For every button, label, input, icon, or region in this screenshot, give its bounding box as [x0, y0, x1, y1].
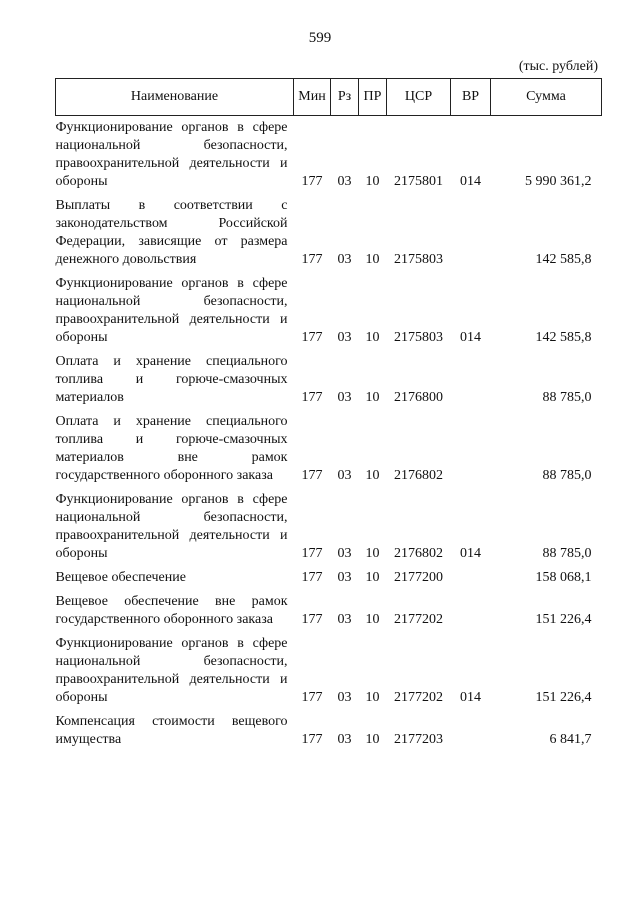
row-vr: 014 [460, 546, 481, 561]
row-min: 177 [301, 390, 323, 405]
row-name: Функционирование органов в сфере национальной безопасности, правоохранительной деятельности и обороны [55, 492, 288, 561]
units-label: (тыс. рублей) [518, 59, 598, 74]
row-rz: 03 [337, 330, 352, 345]
row-pr: 10 [365, 252, 380, 267]
row-min: 177 [301, 570, 323, 585]
row-sum: 88 785,0 [542, 390, 592, 405]
row-csr: 2175803 [394, 252, 443, 267]
row-csr: 2177202 [394, 690, 443, 705]
table-row [56, 566, 602, 590]
row-pr: 10 [365, 390, 380, 405]
row-vr [451, 710, 491, 752]
row-csr: 2176802 [394, 546, 443, 561]
row-sum: 5 990 361,2 [525, 174, 592, 189]
row-pr: 10 [365, 690, 380, 705]
row-rz: 03 [337, 570, 352, 585]
row-name: Функционирование органов в сфере национальной безопасности, правоохранительной деятельности и обороны [55, 276, 288, 345]
table-row [56, 488, 602, 566]
row-min: 177 [301, 612, 323, 627]
row-vr: 014 [460, 330, 481, 345]
row-sum: 142 585,8 [535, 252, 592, 267]
row-min: 177 [301, 330, 323, 345]
row-sum: 142 585,8 [535, 330, 592, 345]
row-min: 177 [301, 732, 323, 747]
header-pr: ПР [359, 79, 387, 116]
row-name: Выплаты в соответствии с законодательством Российской Федерации, зависящие от размера денежного довольствия [55, 198, 288, 267]
row-min: 177 [301, 252, 323, 267]
row-rz: 03 [337, 612, 352, 627]
row-rz: 03 [337, 546, 352, 561]
table-row [56, 272, 602, 350]
budget-table [55, 78, 602, 752]
row-vr: 014 [460, 174, 481, 189]
row-sum: 6 841,7 [549, 732, 592, 747]
row-name: Вещевое обеспечение [55, 570, 186, 585]
header-rz: Рз [331, 79, 359, 116]
row-vr [451, 566, 491, 590]
row-csr: 2175803 [394, 330, 443, 345]
row-name: Функционирование органов в сфере национальной безопасности, правоохранительной деятельности и обороны [55, 636, 288, 705]
table-row [56, 116, 602, 195]
row-csr: 2177200 [394, 570, 443, 585]
row-pr: 10 [365, 330, 380, 345]
table-row [56, 590, 602, 632]
row-rz: 03 [337, 690, 352, 705]
row-pr: 10 [365, 546, 380, 561]
row-name: Оплата и хранение специального топлива и горюче-смазочных материалов [55, 354, 288, 405]
page-number: 599 [308, 30, 332, 46]
row-pr: 10 [365, 612, 380, 627]
row-vr [451, 590, 491, 632]
row-csr: 2177202 [394, 612, 443, 627]
row-rz: 03 [337, 732, 352, 747]
row-min: 177 [301, 690, 323, 705]
row-pr: 10 [365, 570, 380, 585]
row-pr: 10 [365, 732, 380, 747]
table-row [56, 632, 602, 710]
row-vr [451, 350, 491, 410]
row-pr: 10 [365, 468, 380, 483]
row-vr: 014 [460, 690, 481, 705]
table-row [56, 194, 602, 272]
row-vr [451, 410, 491, 488]
table-row [56, 350, 602, 410]
table-row [56, 710, 602, 752]
header-vr: ВР [451, 79, 491, 116]
row-vr [451, 194, 491, 272]
row-min: 177 [301, 468, 323, 483]
row-sum: 151 226,4 [535, 690, 592, 705]
row-name: Вещевое обеспечение вне рамок государственного оборонного заказа [55, 594, 288, 627]
header-row [56, 79, 602, 116]
header-sum: Сумма [491, 79, 602, 116]
row-min: 177 [301, 546, 323, 561]
row-sum: 151 226,4 [535, 612, 592, 627]
row-csr: 2175801 [394, 174, 443, 189]
row-rz: 03 [337, 174, 352, 189]
row-min: 177 [301, 174, 323, 189]
header-csr: ЦСР [387, 79, 451, 116]
row-csr: 2177203 [394, 732, 443, 747]
row-rz: 03 [337, 252, 352, 267]
row-sum: 158 068,1 [535, 570, 592, 585]
row-csr: 2176800 [394, 390, 443, 405]
header-min: Мин [294, 79, 331, 116]
row-name: Оплата и хранение специального топлива и горюче-смазочных материалов вне рамок государственного оборонного заказа [55, 414, 288, 483]
row-sum: 88 785,0 [542, 546, 592, 561]
row-sum: 88 785,0 [542, 468, 592, 483]
row-csr: 2176802 [394, 468, 443, 483]
row-name: Функционирование органов в сфере национальной безопасности, правоохранительной деятельности и обороны [55, 120, 288, 189]
row-name: Компенсация стоимости вещевого имущества [55, 714, 288, 747]
row-pr: 10 [365, 174, 380, 189]
row-rz: 03 [337, 468, 352, 483]
row-rz: 03 [337, 390, 352, 405]
table-row [56, 410, 602, 488]
header-name: Наименование [56, 79, 294, 116]
